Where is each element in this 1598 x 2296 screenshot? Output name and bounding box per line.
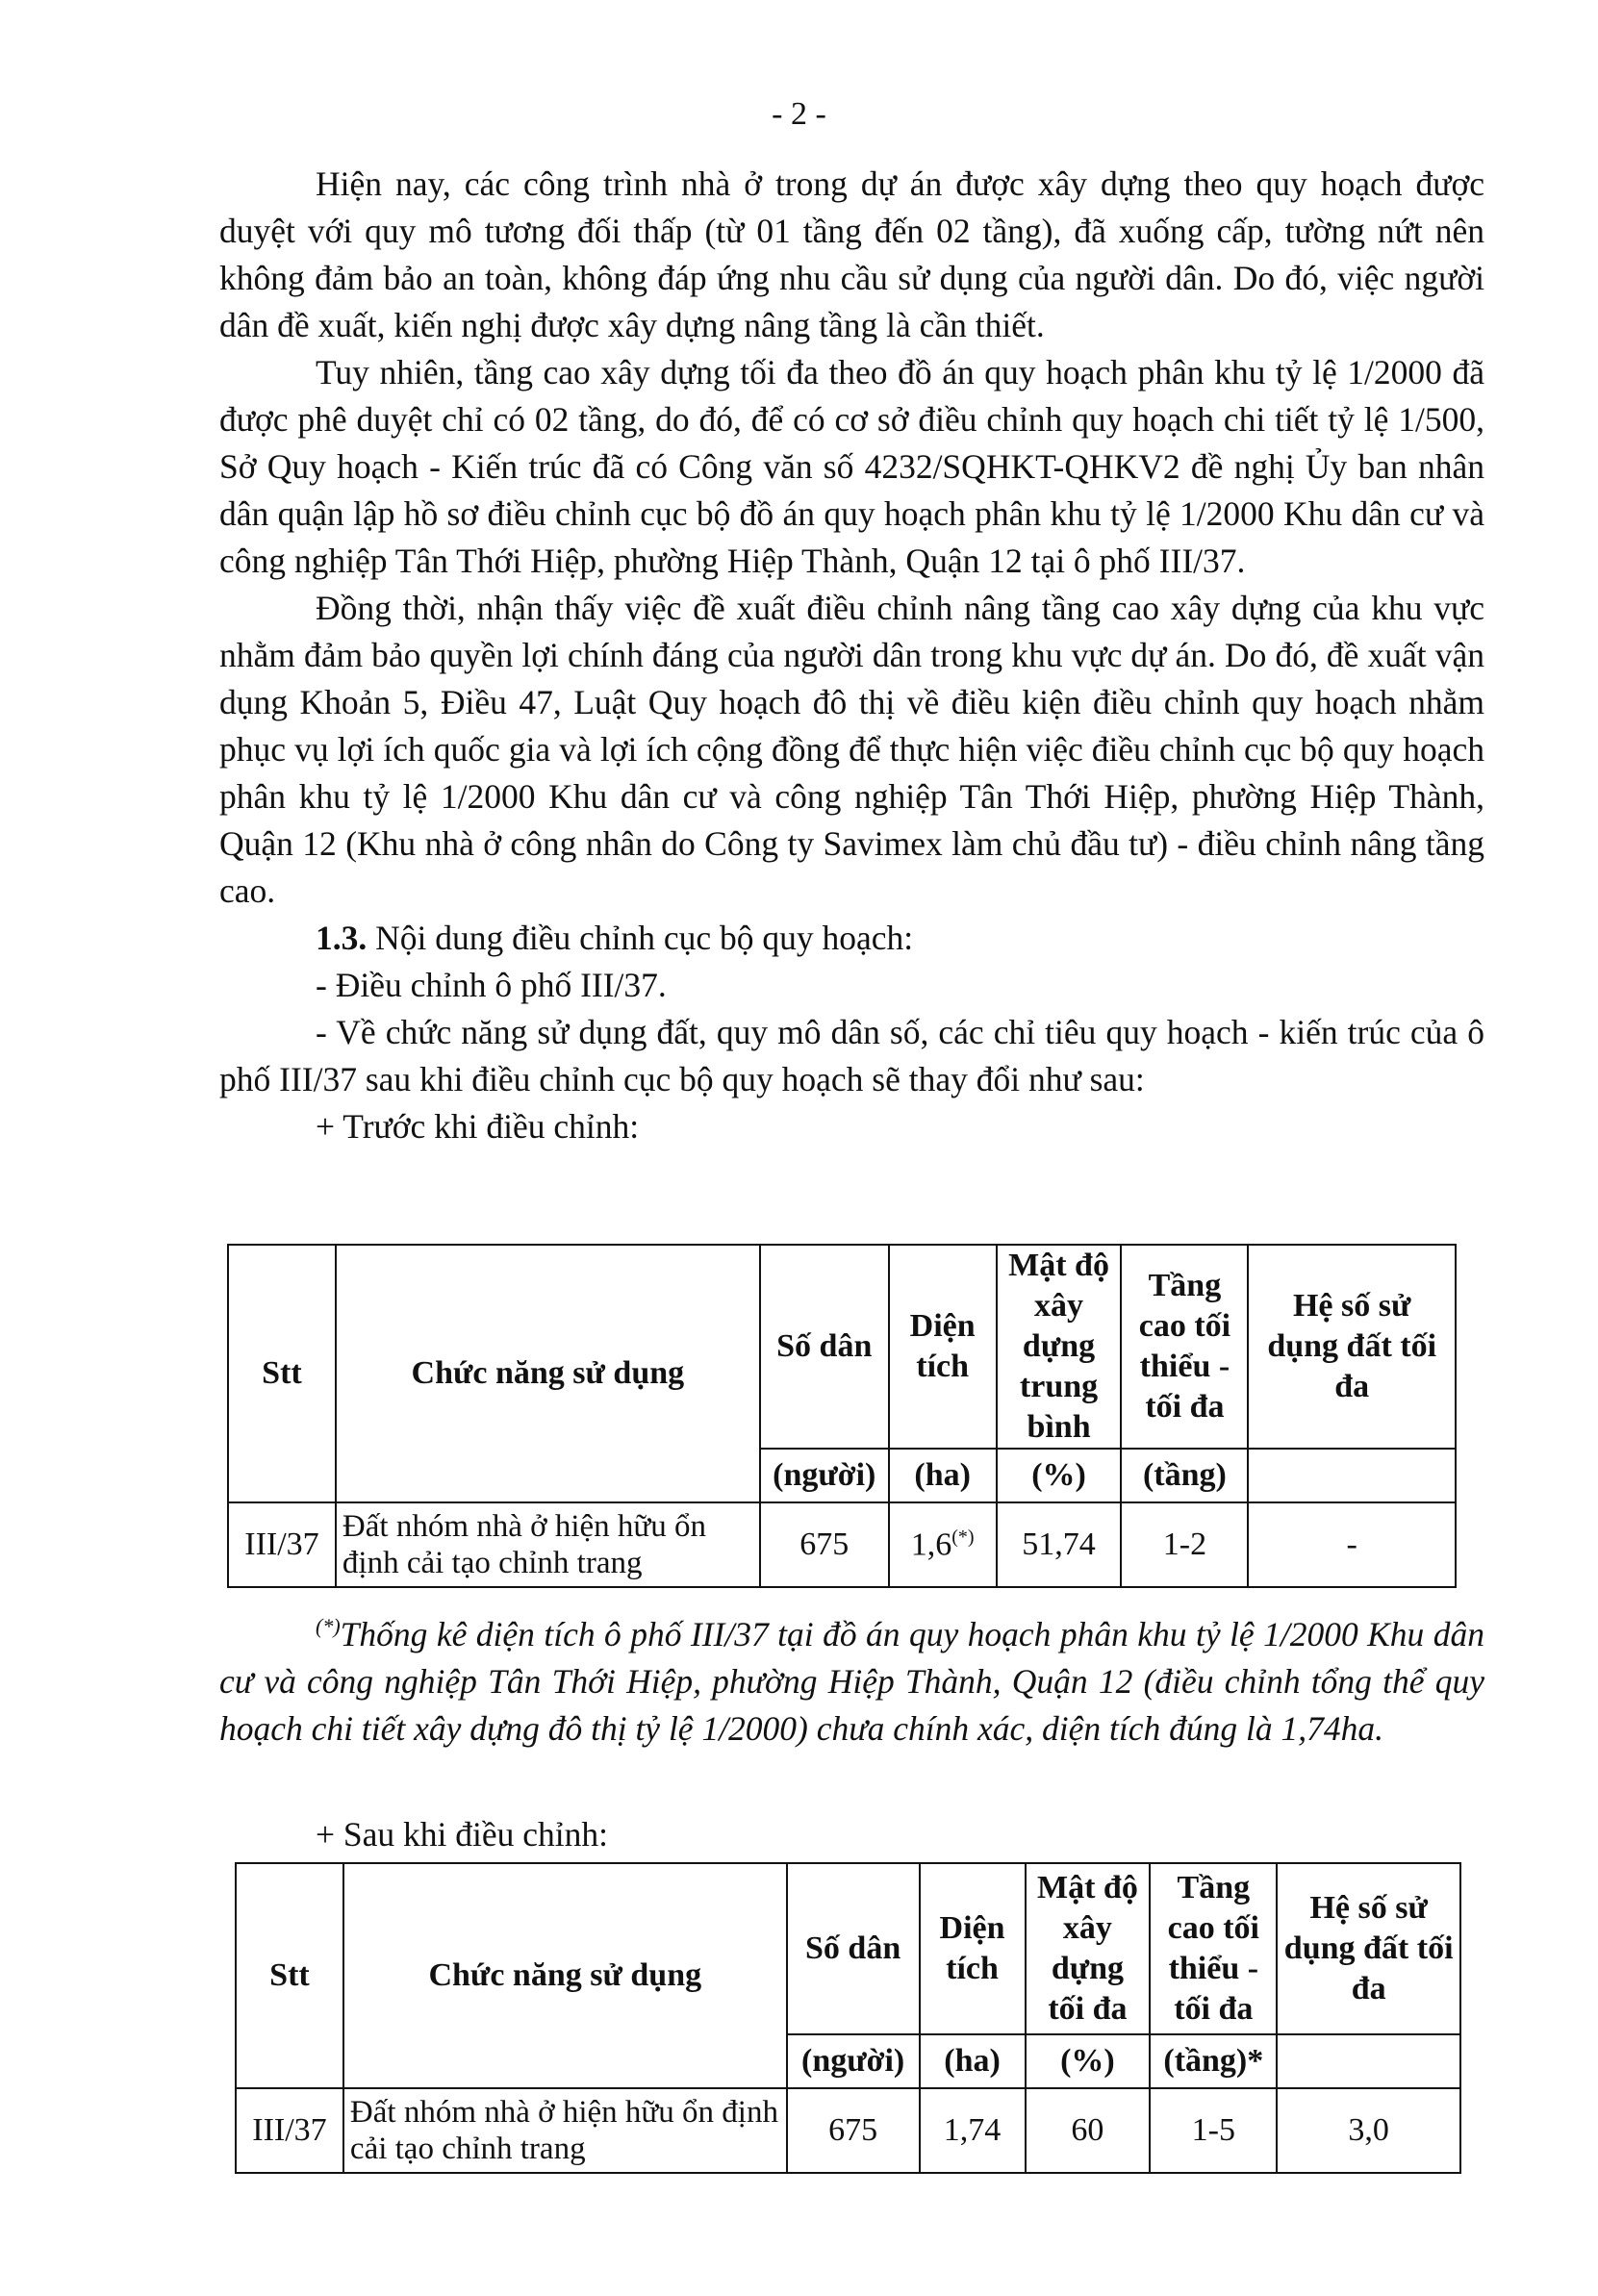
body-text-after	[219, 1811, 1484, 1858]
header-function: Chức năng sử dụng	[343, 1863, 787, 2088]
cell-area: 1,74	[920, 2088, 1026, 2173]
header-area: Diện tích	[889, 1245, 997, 1449]
cell-density: 60	[1026, 2088, 1151, 2173]
unit-density: (%)	[1026, 2034, 1151, 2088]
table-after-header-row	[236, 1863, 1460, 2034]
unit-floors: (tầng)*	[1150, 2034, 1277, 2088]
cell-population: 675	[787, 2088, 920, 2173]
cell-stt: III/37	[236, 2088, 343, 2173]
table-before-header-row	[228, 1245, 1456, 1449]
unit-area: (ha)	[889, 1449, 997, 1502]
unit-floors: (tầng)	[1121, 1449, 1248, 1502]
footnote	[219, 1602, 1484, 1753]
unit-area: (ha)	[920, 2034, 1026, 2088]
unit-far	[1248, 1449, 1456, 1502]
page-number: - 2 -	[772, 96, 826, 132]
header-population: Số dân	[787, 1863, 920, 2034]
body-text-top	[219, 161, 1484, 1150]
table-row	[236, 2088, 1460, 2173]
unit-population: (người)	[760, 1449, 889, 1502]
header-function: Chức năng sử dụng	[336, 1245, 760, 1502]
cell-area-value: 1,6	[910, 1526, 952, 1563]
table-row	[228, 1502, 1456, 1587]
footnote-text: Thống kê diện tích ô phố III/37 tại đồ án quy hoạch phân khu tỷ lệ 1/2000 Khu dân cư và công nghiệp Tân Thới Hiệp, phường Hiệp Thành, Quận 12 (điều chỉnh tổng thể quy hoạch chi tiết xây dựng đô thị tỷ lệ 1/2000) chưa chính xác, diện tích đúng là 1,74ha.	[219, 1614, 1484, 1748]
section-number: 1.3.	[316, 919, 368, 957]
after-label: + Sau khi điều chỉnh:	[316, 1815, 608, 1854]
section-title: Nội dung điều chỉnh cục bộ quy hoạch:	[367, 919, 914, 957]
header-floors: Tầng cao tối thiểu - tối đa	[1121, 1245, 1248, 1449]
cell-far: 3,0	[1277, 2088, 1460, 2173]
table-before	[227, 1244, 1457, 1588]
paragraph-proposal: Đồng thời, nhận thấy việc đề xuất điều chỉnh nâng tầng cao xây dựng của khu vực nhằm đảm bảo quyền lợi chính đáng của người dân trong khu vực dự án. Do đó, đề xuất vận dụng Khoản 5, Điều 47, Luật Quy hoạch đô thị về điều kiện điều chỉnh quy hoạch nhằm phục vụ lợi ích quốc gia và lợi ích cộng đồng để thực hiện việc điều chỉnh cục bộ quy hoạch phân khu tỷ lệ 1/2000 Khu dân cư và công nghiệp Tân Thới Hiệp, phường Hiệp Thành, Quận 12 (Khu nhà ở công nhân do Công ty Savimex làm chủ đầu tư) - điều chỉnh nâng tầng cao.	[219, 589, 1484, 910]
list-item-block: - Điều chỉnh ô phố III/37.	[316, 966, 667, 1004]
header-area: Diện tích	[920, 1863, 1026, 2034]
cell-far: -	[1248, 1502, 1456, 1587]
before-label: + Trước khi điều chỉnh:	[316, 1107, 640, 1146]
paragraph-planning-limit: Tuy nhiên, tầng cao xây dựng tối đa theo đồ án quy hoạch phân khu tỷ lệ 1/2000 đã được phê duyệt chỉ có 02 tầng, do đó, để có cơ sở điều chỉnh quy hoạch chi tiết tỷ lệ 1/500, Sở Quy hoạch - Kiến trúc đã có Công văn số 4232/SQHKT-QHKV2 đề nghị Ủy ban nhân dân quận lập hồ sơ điều chỉnh cục bộ đồ án quy hoạch phân khu tỷ lệ 1/2000 Khu dân cư và công nghiệp Tân Thới Hiệp, phường Hiệp Thành, Quận 12 tại ô phố III/37.	[219, 353, 1484, 580]
cell-function: Đất nhóm nhà ở hiện hữu ổn định cải tạo chỉnh trang	[343, 2088, 787, 2173]
cell-floors: 1-5	[1150, 2088, 1277, 2173]
header-far: Hệ số sử dụng đất tối đa	[1248, 1245, 1456, 1449]
cell-population: 675	[760, 1502, 889, 1587]
cell-area-mark: (*)	[951, 1526, 975, 1548]
cell-stt: III/37	[228, 1502, 336, 1587]
unit-density: (%)	[997, 1449, 1122, 1502]
unit-far	[1277, 2034, 1460, 2088]
header-density: Mật độ xây dựng tối đa	[1026, 1863, 1151, 2034]
table-after	[235, 1862, 1461, 2174]
cell-area	[889, 1502, 997, 1587]
header-floors: Tầng cao tối thiểu - tối đa	[1150, 1863, 1277, 2034]
section-heading	[219, 915, 1484, 962]
unit-population: (người)	[787, 2034, 920, 2088]
header-population: Số dân	[760, 1245, 889, 1449]
cell-density: 51,74	[997, 1502, 1122, 1587]
header-stt: Stt	[228, 1245, 336, 1502]
footnote-mark: (*)	[316, 1614, 341, 1638]
header-density: Mật độ xây dựng trung bình	[997, 1245, 1122, 1449]
cell-floors: 1-2	[1121, 1502, 1248, 1587]
header-stt: Stt	[236, 1863, 343, 2088]
cell-function: Đất nhóm nhà ở hiện hữu ổn định cải tạo chỉnh trang	[336, 1502, 760, 1587]
paragraph-current-state: Hiện nay, các công trình nhà ở trong dự án được xây dựng theo quy hoạch được duyệt với quy mô tương đối thấp (từ 01 tầng đến 02 tầng), đã xuống cấp, tường nứt nên không đảm bảo an toàn, không đáp ứng nhu cầu sử dụng của người dân. Do đó, việc người dân đề xuất, kiến nghị được xây dựng nâng tầng là cần thiết.	[219, 164, 1484, 344]
list-item-indicators: - Về chức năng sử dụng đất, quy mô dân số, các chỉ tiêu quy hoạch - kiến trúc của ô phố III/37 sau khi điều chỉnh cục bộ quy hoạch sẽ thay đổi như sau:	[219, 1013, 1484, 1098]
header-far: Hệ số sử dụng đất tối đa	[1277, 1863, 1460, 2034]
